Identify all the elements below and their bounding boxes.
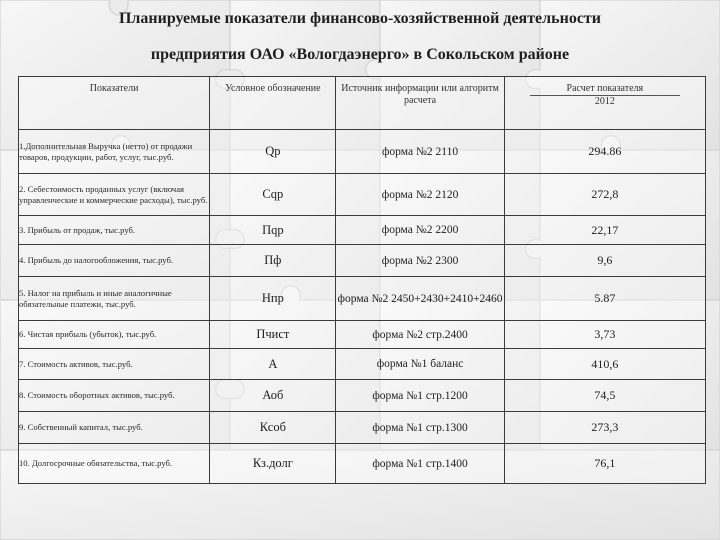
indicators-table-wrap: [20, 76, 692, 484]
title-line-2: предприятия ОАО «Вологдаэнерго» в Сокольском районе: [150, 46, 570, 63]
row-symbol: Пчист: [210, 321, 336, 349]
row-source: форма №1 стр.1400: [336, 444, 504, 484]
header-calc-label: Расчет показателя: [566, 83, 644, 94]
row-source: форма №1 баланс: [336, 349, 504, 380]
row-source: форма №2 2200: [336, 216, 504, 245]
row-value: 273,3: [504, 412, 705, 444]
row-indicator: 8. Стоимость оборотных активов, тыс.руб.: [19, 380, 210, 412]
row-value: 74,5: [504, 380, 705, 412]
row-indicator: 3. Прибыль от продаж, тыс.руб.: [19, 216, 210, 245]
row-indicator: 5. Налог на прибыль и иные аналогичные обязательные платежи, тыс.руб.: [19, 277, 210, 321]
table-row: [19, 412, 706, 444]
table-row: [19, 321, 706, 349]
header-indicator: Показатели: [19, 77, 210, 130]
row-symbol: Нпр: [210, 277, 336, 321]
row-indicator: 2. Себестоимость проданных услуг (включая управленческие и коммерческие расходы), тыс.руб.: [19, 174, 210, 216]
row-source: форма №1 стр.1300: [336, 412, 504, 444]
header-symbol: Условное обозначение: [210, 77, 336, 130]
table-row: [19, 245, 706, 277]
table-row: [19, 349, 706, 380]
row-indicator: 1.Дополнительная Выручка (нетто) от продажи товаров, продукции, работ, услуг, тыс.руб.: [19, 130, 210, 174]
title-line-1: Планируемые показатели финансово-хозяйственной деятельности: [118, 10, 601, 27]
row-value: 410,6: [504, 349, 705, 380]
table-row: [19, 216, 706, 245]
row-symbol: Сqр: [210, 174, 336, 216]
indicators-table: [18, 76, 706, 484]
table-row: [19, 380, 706, 412]
row-value: 5.87: [504, 277, 705, 321]
table-row: [19, 444, 706, 484]
row-symbol: Ксоб: [210, 412, 336, 444]
table-row: [19, 174, 706, 216]
row-indicator: 7. Стоимость активов, тыс.руб.: [19, 349, 210, 380]
row-value: 9,6: [504, 245, 705, 277]
table-row: [19, 277, 706, 321]
row-indicator: 10. Долгосрочные обязательства, тыс.руб.: [19, 444, 210, 484]
row-source: форма №1 стр.1200: [336, 380, 504, 412]
header-year: 2012: [594, 96, 615, 107]
row-symbol: Аоб: [210, 380, 336, 412]
row-source: форма №2 стр.2400: [336, 321, 504, 349]
row-symbol: Пqр: [210, 216, 336, 245]
header-calc: [504, 77, 705, 130]
row-symbol: Пф: [210, 245, 336, 277]
row-symbol: Кз.долг: [210, 444, 336, 484]
row-value: 76,1: [504, 444, 705, 484]
table-row: [19, 130, 706, 174]
row-value: 3,73: [504, 321, 705, 349]
row-symbol: Qp: [210, 130, 336, 174]
row-value: 22,17: [504, 216, 705, 245]
header-source: Источник информации или алгоритм расчета: [336, 77, 504, 130]
row-value: 272,8: [504, 174, 705, 216]
row-value: 294.86: [504, 130, 705, 174]
row-source: форма №2 2450+2430+2410+2460: [336, 277, 504, 321]
table-header-row: [19, 77, 706, 130]
row-symbol: А: [210, 349, 336, 380]
row-indicator: 6. Чистая прибыль (убыток), тыс.руб.: [19, 321, 210, 349]
row-source: форма №2 2110: [336, 130, 504, 174]
row-source: форма №2 2120: [336, 174, 504, 216]
row-indicator: 9. Собственный капитал, тыс.руб.: [19, 412, 210, 444]
row-source: форма №2 2300: [336, 245, 504, 277]
row-indicator: 4. Прибыль до налогообложения, тыс.руб.: [19, 245, 210, 277]
